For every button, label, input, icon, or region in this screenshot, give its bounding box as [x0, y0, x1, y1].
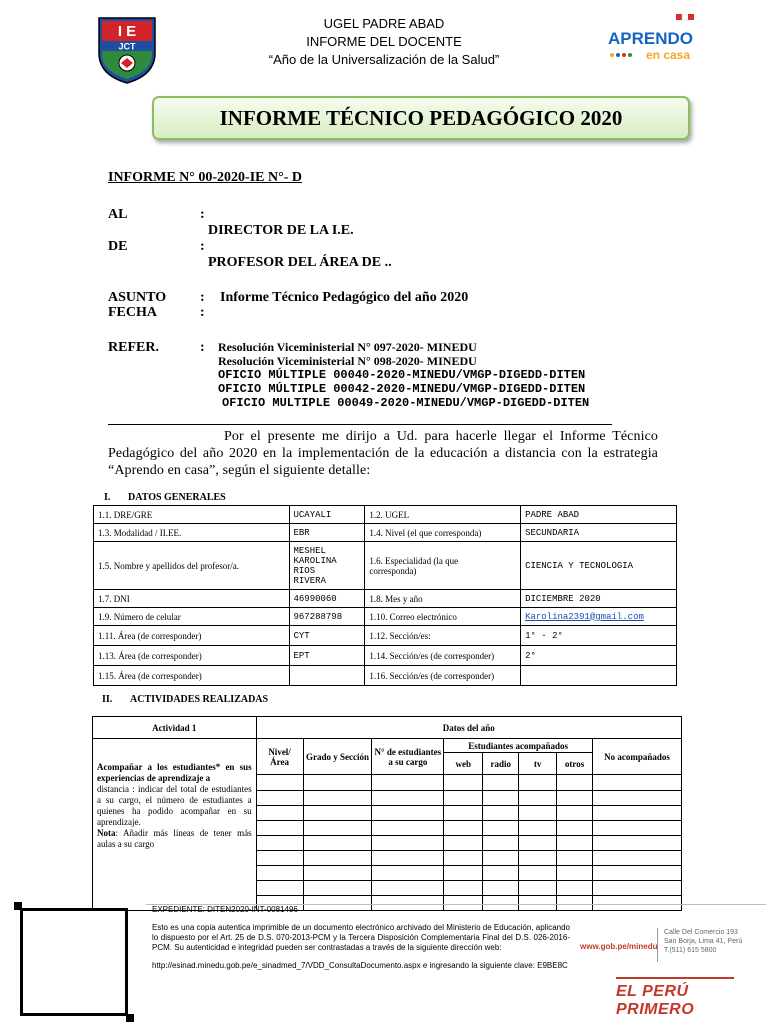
svg-text:I E: I E — [117, 23, 137, 40]
datos-year-header: Datos del año — [256, 717, 681, 739]
de-colon: : — [200, 239, 205, 254]
datos-label-cell: 1.2. UGEL — [365, 506, 521, 524]
datos-row — [94, 542, 677, 590]
document-title: INFORME TÉCNICO PEDAGÓGICO 2020 — [152, 96, 690, 140]
actividad-empty-cell[interactable] — [372, 791, 444, 806]
actividad-empty-cell[interactable] — [372, 775, 444, 791]
nota-body: : Añadir más líneas de tener más aulas a su cargo — [97, 828, 252, 849]
actividad-empty-cell[interactable] — [372, 806, 444, 821]
actividad-empty-cell[interactable] — [256, 791, 303, 806]
contact-divider — [657, 928, 658, 962]
address-line: T.(511) 615 5800 — [664, 947, 717, 954]
datos-row — [94, 506, 677, 524]
refer-line: OFICIO MULTIPLE 00049-2020-MINEDU/VMGP-DIGEDD-DITEN — [222, 396, 590, 410]
actividad-empty-cell[interactable] — [593, 881, 682, 896]
school-shield-logo — [96, 15, 158, 85]
section-1-number: I. — [104, 492, 111, 503]
col-web: web — [444, 753, 483, 775]
qr-code-box — [20, 908, 128, 1016]
datos-label-cell: 1.13. Área (de corresponder) — [94, 646, 290, 666]
datos-generales-table — [93, 505, 677, 686]
actividad-empty-cell[interactable] — [593, 866, 682, 881]
actividad-empty-cell[interactable] — [519, 821, 557, 836]
datos-label-cell: 1.10. Correo electrónico — [365, 608, 521, 626]
actividad-empty-cell[interactable] — [519, 836, 557, 851]
datos-value-cell: 2° — [521, 646, 677, 666]
datos-label-cell: 1.6. Especialidad (la que corresponda) — [365, 542, 521, 590]
separator-line — [108, 424, 612, 425]
actividad-empty-cell[interactable] — [444, 866, 483, 881]
actividad-empty-cell[interactable] — [372, 821, 444, 836]
activity-header: Actividad 1 — [93, 717, 257, 739]
actividad-empty-cell[interactable] — [483, 881, 519, 896]
datos-label-cell: 1.9. Número de celular — [94, 608, 290, 626]
datos-row — [94, 646, 677, 666]
asunto-value: Informe Técnico Pedagógico del año 2020 — [220, 290, 469, 305]
actividad-empty-cell[interactable] — [303, 806, 372, 821]
actividad-empty-cell[interactable] — [372, 836, 444, 851]
header-ugel: UGEL PADRE ABAD — [323, 16, 445, 31]
col-radio: radio — [483, 753, 519, 775]
actividad-empty-cell[interactable] — [483, 791, 519, 806]
expediente-number: EXPEDIENTE: DITEN2020-INT-0081496 — [152, 905, 298, 914]
actividad-empty-cell[interactable] — [256, 806, 303, 821]
actividad-empty-cell[interactable] — [303, 836, 372, 851]
intro-text: Por el presente me dirijo a Ud. para hacerle llegar el Informe Técnico Pedagógico del año 2020 en la implementación de la educación a distancia con la estrategia “Aprendo en casa”, según el siguiente detalle: — [108, 429, 658, 478]
actividad-empty-cell[interactable] — [557, 806, 593, 821]
svg-text:en casa: en casa — [646, 48, 691, 62]
col-estudiantes-acompanados: Estudiantes acompañados — [444, 739, 593, 753]
actividad-empty-cell[interactable] — [483, 806, 519, 821]
actividad-empty-cell[interactable] — [256, 851, 303, 866]
actividad-empty-cell[interactable] — [303, 881, 372, 896]
datos-value-cell: PADRE ABAD — [521, 506, 677, 524]
fecha-colon: : — [200, 305, 205, 320]
actividad-empty-cell[interactable] — [372, 851, 444, 866]
actividad-empty-cell[interactable] — [372, 866, 444, 881]
datos-row — [94, 590, 677, 608]
col-otros: otros — [557, 753, 593, 775]
actividad-empty-cell[interactable] — [557, 836, 593, 851]
datos-label-cell: 1.5. Nombre y apellidos del profesor/a. — [94, 542, 290, 590]
datos-row — [94, 626, 677, 646]
actividad-empty-cell[interactable] — [519, 791, 557, 806]
actividad-empty-cell[interactable] — [557, 866, 593, 881]
activity-body: distancia : indicar del total de estudiantes a su cargo, el número de estudiantes a quienes ha podido acompañar en su aprendizaje. — [97, 784, 252, 827]
datos-label-cell: 1.16. Sección/es (de corresponder) — [365, 666, 521, 686]
col-num-estudiantes: N° de estudiantes a su cargo — [372, 739, 444, 775]
actividad-empty-cell[interactable] — [593, 775, 682, 791]
el-peru-primero-brand: EL PERÚ PRIMERO — [616, 983, 768, 1019]
actividad-empty-cell[interactable] — [444, 851, 483, 866]
actividad-empty-cell[interactable] — [483, 821, 519, 836]
datos-row — [94, 608, 677, 626]
actividad-empty-cell[interactable] — [519, 806, 557, 821]
activity-description — [93, 739, 257, 911]
datos-value-cell: UCAYALI — [289, 506, 365, 524]
datos-label-cell: 1.4. Nivel (el que corresponda) — [365, 524, 521, 542]
authenticity-paragraph: Esto es una copia autentica imprimible de un documento electrónico archivado del Ministerio de Educación, aplicando lo dispuesto por el Art. 25 de D.S. 070-2013-PCM y la Tercera Disposición Complementaria Final del D.S. 026-2016-PCM. Su autenticidad e integridad pueden ser contrastadas a través de la siguiente dirección web: — [152, 923, 570, 952]
email-link[interactable]: Karolina2391@gmail.com — [525, 611, 644, 622]
actividad-empty-cell[interactable] — [256, 775, 303, 791]
refer-line: OFICIO MÚLTIPLE 00042-2020-MINEDU/VMGP-DIGEDD-DITEN — [218, 382, 586, 396]
datos-value-cell: 1° - 2° — [521, 626, 677, 646]
ministry-address — [664, 928, 742, 955]
actividad-empty-cell[interactable] — [557, 791, 593, 806]
datos-value-cell: SECUNDARIA — [521, 524, 677, 542]
asunto-label: ASUNTO — [108, 290, 167, 305]
datos-label-cell: 1.8. Mes y año — [365, 590, 521, 608]
actividad-empty-cell[interactable] — [303, 851, 372, 866]
datos-value-cell: CYT — [289, 626, 365, 646]
al-label: AL — [108, 207, 128, 222]
col-grado-seccion: Grado y Sección — [303, 739, 372, 775]
header-lines — [210, 15, 558, 69]
refer-line: Resolución Viceministerial N° 097-2020- MINEDU — [218, 340, 477, 354]
actividad-empty-cell[interactable] — [593, 821, 682, 836]
activity-bold: Acompañar a los estudiantes* en sus experiencias de aprendizaje a — [97, 762, 252, 783]
actividad-empty-cell[interactable] — [303, 821, 372, 836]
actividad-empty-cell[interactable] — [593, 806, 682, 821]
datos-value-cell: EBR — [289, 524, 365, 542]
gob-url[interactable]: www.gob.pe/minedu — [580, 942, 658, 951]
al-colon: : — [200, 207, 205, 222]
de-value: PROFESOR DEL ÁREA DE .. — [208, 255, 392, 270]
actividad-empty-cell[interactable] — [303, 791, 372, 806]
de-label: DE — [108, 239, 128, 254]
asunto-colon: : — [200, 290, 205, 305]
datos-row — [94, 524, 677, 542]
datos-label-cell: 1.7. DNI — [94, 590, 290, 608]
actividad-empty-cell[interactable] — [256, 836, 303, 851]
actividad-empty-cell[interactable] — [593, 791, 682, 806]
actividad-empty-cell[interactable] — [483, 836, 519, 851]
actividad-empty-cell[interactable] — [483, 851, 519, 866]
actividad-empty-cell[interactable] — [483, 866, 519, 881]
section-1-title: DATOS GENERALES — [128, 492, 226, 503]
datos-label-cell: 1.15. Área (de corresponder) — [94, 666, 290, 686]
datos-value-cell: 967288798 — [289, 608, 365, 626]
datos-value-cell: CIENCIA Y TECNOLOGIA — [521, 542, 677, 590]
informe-number: INFORME N° 00-2020-IE N°- D — [108, 170, 302, 185]
datos-label-cell: 1.14. Sección/es (de corresponder) — [365, 646, 521, 666]
col-tv: tv — [519, 753, 557, 775]
actividad-empty-cell[interactable] — [256, 821, 303, 836]
datos-value-cell: MESHEL KAROLINA RIOS RIVERA — [289, 542, 365, 590]
actividad-empty-cell[interactable] — [444, 881, 483, 896]
datos-value-cell: 46990060 — [289, 590, 365, 608]
actividad-empty-cell[interactable] — [593, 836, 682, 851]
actividad-empty-cell[interactable] — [593, 896, 682, 911]
svg-text:APRENDO: APRENDO — [608, 29, 694, 48]
refer-colon: : — [200, 340, 205, 355]
actividad-empty-cell[interactable] — [593, 851, 682, 866]
fecha-label: FECHA — [108, 305, 157, 320]
actividad-empty-cell[interactable] — [519, 775, 557, 791]
verification-link[interactable]: http://esinad.minedu.gob.pe/e_sinadmed_7/VDD_ConsultaDocumento.aspx e ingresando la siguiente clave: E9BE8C — [152, 961, 568, 970]
datos-value-cell — [289, 666, 365, 686]
section-2-number: II. — [102, 694, 113, 705]
intro-paragraph — [108, 428, 658, 479]
actividad-empty-cell[interactable] — [557, 821, 593, 836]
actividad-empty-cell[interactable] — [444, 821, 483, 836]
actividad-empty-cell[interactable] — [444, 775, 483, 791]
datos-row — [94, 666, 677, 686]
actividades-table — [92, 716, 682, 911]
address-line: San Borja, Lima 41, Perú — [664, 938, 743, 945]
nota-label: Nota — [97, 828, 116, 838]
section-2-title: ACTIVIDADES REALIZADAS — [130, 694, 269, 705]
actividad-empty-cell[interactable] — [519, 881, 557, 896]
col-nivel-area: Nivel/ Área — [256, 739, 303, 775]
col-no-acompanados: No acompañados — [593, 739, 682, 775]
aprendo-en-casa-logo — [606, 14, 696, 70]
actividad-empty-cell[interactable] — [444, 806, 483, 821]
datos-value-cell: DICIEMBRE 2020 — [521, 590, 677, 608]
address-line: Calle Del Comercio 193 — [664, 929, 738, 936]
al-value: DIRECTOR DE LA I.E. — [208, 223, 354, 238]
actividad-empty-cell[interactable] — [372, 881, 444, 896]
actividad-empty-cell[interactable] — [557, 775, 593, 791]
refer-line: OFICIO MÚLTIPLE 00040-2020-MINEDU/VMGP-DIGEDD-DITEN — [218, 368, 586, 382]
actividad-empty-cell[interactable] — [256, 866, 303, 881]
datos-value-cell: EPT — [289, 646, 365, 666]
actividad-empty-cell[interactable] — [519, 851, 557, 866]
header-informe-docente: INFORME DEL DOCENTE — [306, 34, 462, 49]
datos-value-cell — [521, 608, 677, 626]
actividad-empty-cell[interactable] — [256, 881, 303, 896]
actividad-empty-cell[interactable] — [303, 775, 372, 791]
actividad-empty-cell[interactable] — [444, 836, 483, 851]
refer-label: REFER. — [108, 340, 159, 355]
footer-text — [152, 905, 570, 979]
actividad-empty-cell[interactable] — [557, 881, 593, 896]
refer-line: Resolución Viceministerial N° 098-2020- MINEDU — [218, 354, 477, 368]
datos-label-cell: 1.12. Sección/es: — [365, 626, 521, 646]
header-year-motto: “Año de la Universalización de la Salud” — [268, 52, 500, 67]
datos-label-cell: 1.1. DRE/GRE — [94, 506, 290, 524]
datos-label-cell: 1.3. Modalidad / II.EE. — [94, 524, 290, 542]
datos-value-cell — [521, 666, 677, 686]
actividad-empty-cell[interactable] — [483, 775, 519, 791]
actividad-empty-cell[interactable] — [519, 866, 557, 881]
actividad-empty-cell[interactable] — [444, 791, 483, 806]
datos-label-cell: 1.11. Área (de corresponder) — [94, 626, 290, 646]
actividad-empty-cell[interactable] — [303, 866, 372, 881]
svg-text:JCT: JCT — [118, 41, 136, 52]
actividad-empty-cell[interactable] — [557, 851, 593, 866]
